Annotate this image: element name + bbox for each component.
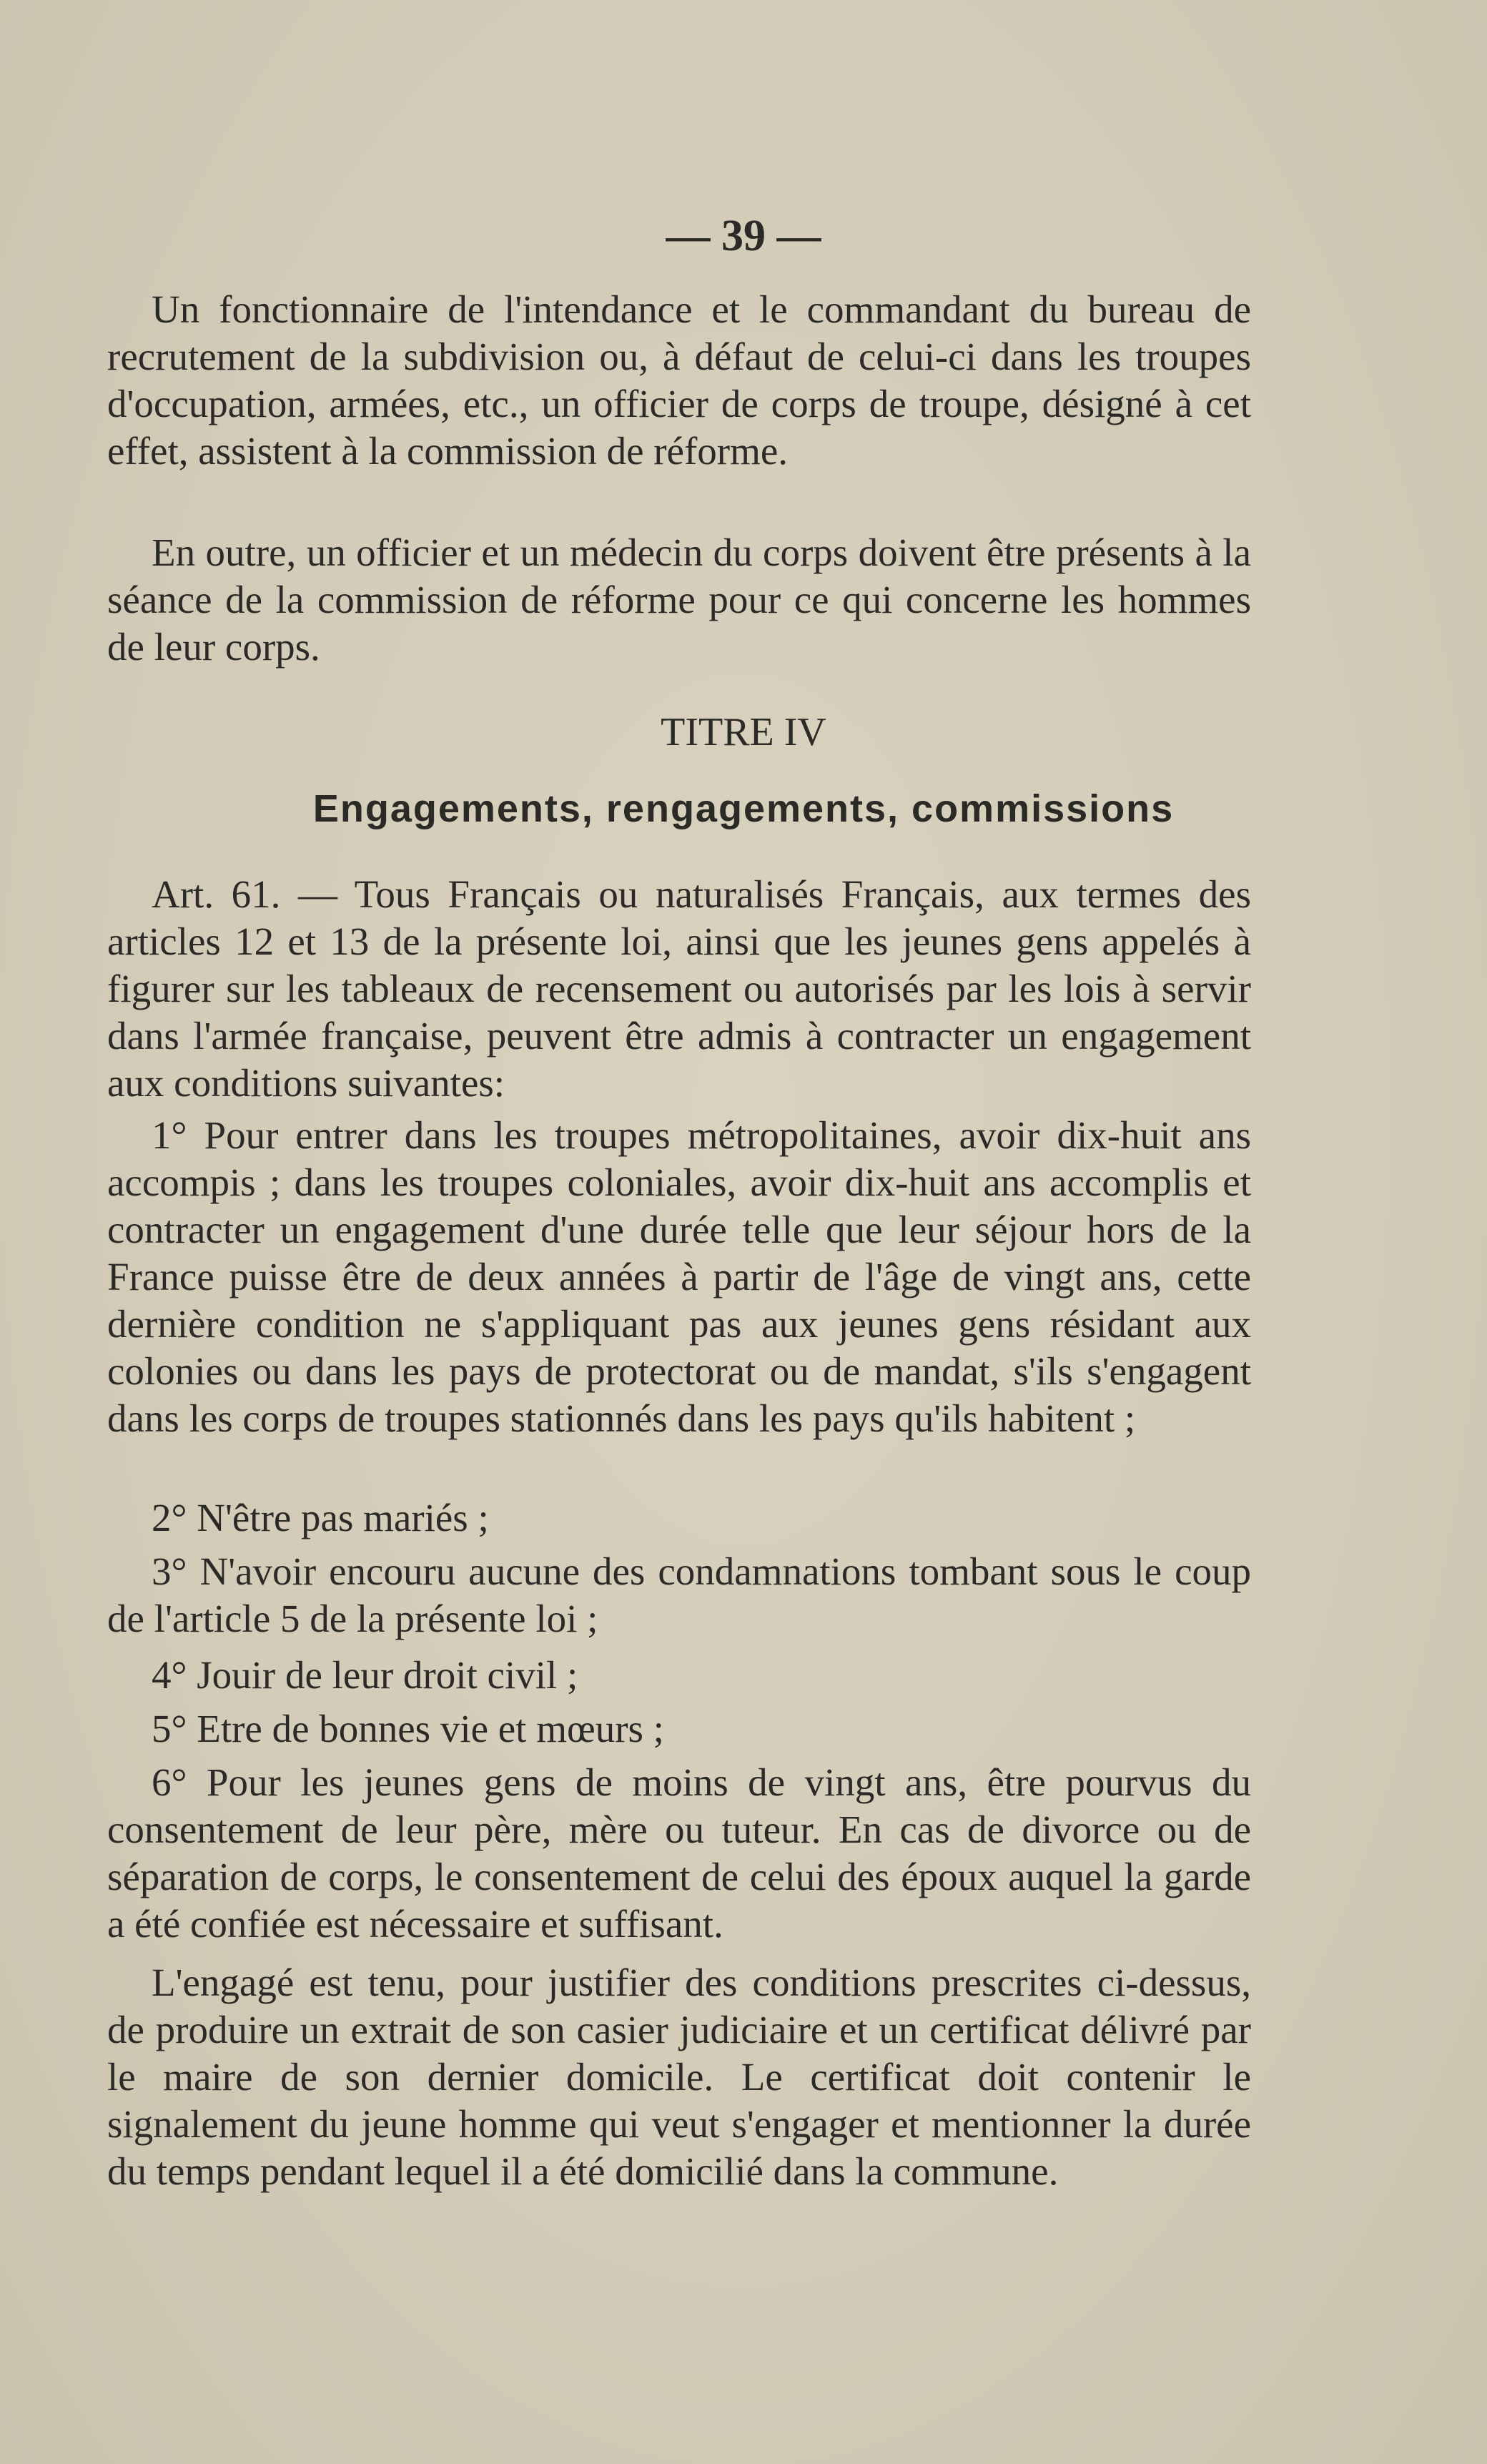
paragraph-officier-medecin [107, 529, 1251, 671]
condition-5 [107, 1705, 1251, 1753]
condition-3 [107, 1548, 1251, 1642]
article-61 [107, 871, 1251, 1107]
condition-6 [107, 1759, 1251, 1948]
paragraph-text: Un fonctionnaire de l'intendance et le commandant du bureau de recrutement de la subdivision ou, à défaut de celui-ci dans les troupes d'occupation, armées, etc., un officier de corps de troupe, désigné à cet effet, assistent à la commission de réforme. [107, 287, 1251, 473]
condition-text: 5° Etre de bonnes vie et mœurs ; [152, 1707, 664, 1750]
article-text: Art. 61. — Tous Français ou naturalisés Français, aux termes des articles 12 et 13 de la présente loi, ainsi que les jeunes gens appelés à figurer sur les tableaux de recensement ou autorisés par les lois à servir dans l'armée française, peuvent être admis à contracter un engagement aux conditions suivantes: [107, 872, 1251, 1105]
section-heading: Engagements, rengagements, commissions [312, 787, 1175, 830]
closing-text: L'engagé est tenu, pour justifier des conditions prescrites ci-dessus, de produire un extrait de son casier judiciaire et un certificat délivré par le maire de son dernier domicile. Le certificat doit contenir le signalement du jeune homme qui veut s'engager et mentionner la durée du temps pendant lequel il a été domicilié dans la commune. [107, 1961, 1251, 2193]
condition-4 [107, 1652, 1251, 1699]
condition-text: 1° Pour entrer dans les troupes métropolitaines, avoir dix-huit ans accompis ; dans les troupes coloniales, avoir dix-huit ans accomplis et contracter un engagement d'une durée telle que leur séjour hors de la France puisse être de deux années à partir de l'âge de vingt ans, cette dernière condition ne s'appliquant pas aux jeunes gens résidant aux colonies ou dans les pays de protectorat ou de mandat, s'ils s'engagent dans les corps de troupes stationnés dans les pays qu'ils habitent ; [107, 1113, 1251, 1440]
condition-1 [107, 1112, 1251, 1442]
paragraph-text: En outre, un officier et un médecin du corps doivent être présents à la séance de la commission de réforme pour ce qui concerne les hommes de leur corps. [107, 531, 1251, 669]
paragraph-intendance [107, 286, 1251, 475]
condition-text: 6° Pour les jeunes gens de moins de vingt ans, être pourvus du consentement de leur père, mère ou tuteur. En cas de divorce ou de séparation de corps, le consentement de celui des époux auquel la garde a été confiée est nécessaire et suffisant. [107, 1760, 1251, 1946]
condition-text: 2° N'être pas mariés ; [152, 1496, 489, 1539]
condition-text: 4° Jouir de leur droit civil ; [152, 1653, 578, 1697]
titre-heading: TITRE IV [661, 710, 826, 754]
condition-2 [107, 1494, 1251, 1542]
closing-paragraph [107, 1959, 1251, 2195]
page-number: — 39 — [666, 212, 821, 260]
condition-text: 3° N'avoir encouru aucune des condamnations tombant sous le coup de l'article 5 de la présente loi ; [107, 1549, 1251, 1640]
